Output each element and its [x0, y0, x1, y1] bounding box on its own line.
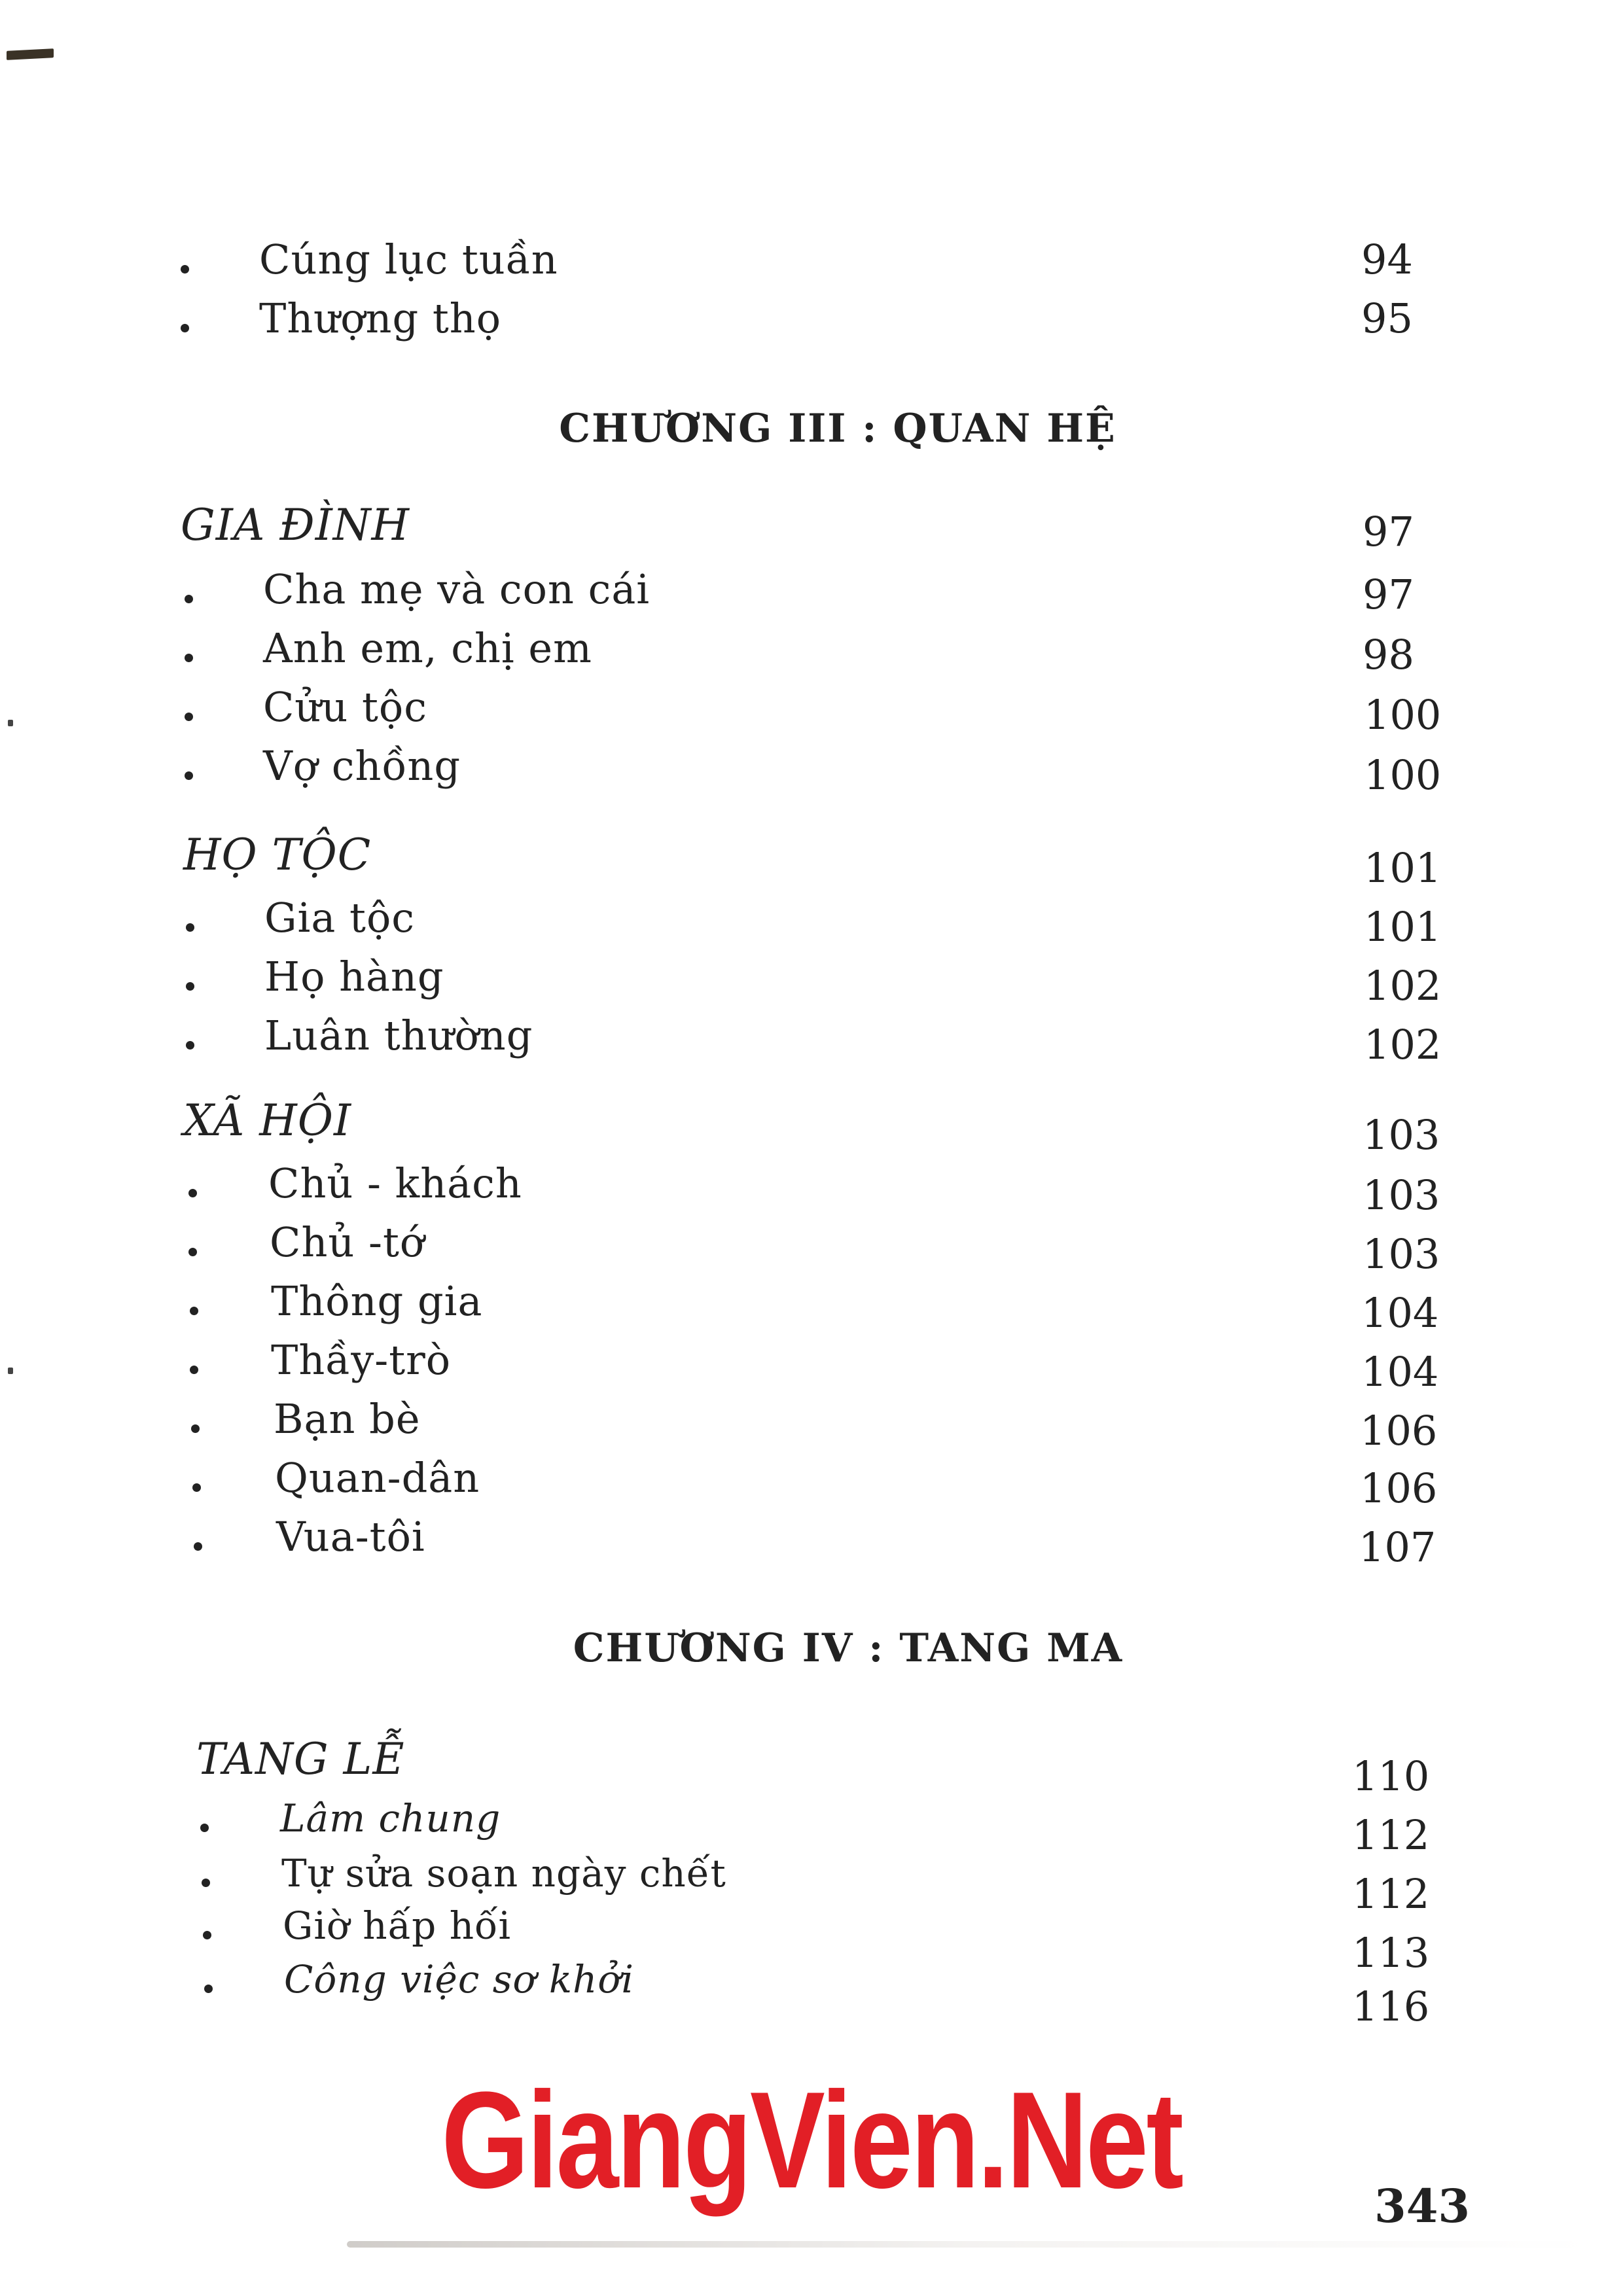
- toc-entry: [0, 889, 1623, 951]
- toc-entry-label: Quan-dân: [275, 1454, 480, 1502]
- toc-entry-label: Anh em, chị em: [263, 624, 592, 672]
- toc-entry-page: 101: [1364, 903, 1442, 951]
- toc-entry-page: 97: [1363, 571, 1414, 618]
- toc-entry-page: 98: [1363, 631, 1414, 679]
- toc-entry: [0, 1213, 1623, 1278]
- section-title: HỌ TỘC: [183, 830, 372, 880]
- toc-entry: [0, 1950, 1623, 2030]
- chapter-heading: CHƯƠNG III : QUAN HỆ: [559, 406, 1116, 451]
- chapter-heading: CHƯƠNG IV : TANG MA: [573, 1625, 1124, 1671]
- bullet-icon: [186, 982, 194, 991]
- toc-entry-page: 95: [1361, 294, 1413, 342]
- bullet-icon: [190, 1366, 198, 1374]
- toc-section-heading: [0, 1091, 1623, 1159]
- toc-entry-page: 106: [1360, 1407, 1438, 1455]
- bullet-icon: [181, 324, 189, 332]
- toc-entry-label: Lâm chung: [280, 1796, 501, 1841]
- toc-entry-page: 102: [1364, 1021, 1442, 1069]
- bullet-icon: [185, 654, 193, 662]
- toc-entry-label: Luân thường: [264, 1012, 533, 1059]
- toc-entry: [0, 1006, 1623, 1069]
- toc-entry-page: 103: [1363, 1230, 1440, 1278]
- bullet-icon: [190, 1307, 198, 1315]
- toc-entry-label: Cửu tộc: [263, 683, 427, 731]
- toc-entry: [0, 737, 1623, 799]
- toc-entry: [0, 1896, 1623, 1977]
- toc-entry: [0, 1789, 1623, 1859]
- bullet-icon: [194, 1542, 202, 1551]
- toc-entry-label: Tự sửa soạn ngày chết: [281, 1851, 726, 1896]
- toc-entry-label: Thông gia: [271, 1277, 483, 1325]
- section-page: 103: [1363, 1111, 1440, 1159]
- toc-entry-label: Cha mẹ và con cái: [263, 565, 651, 613]
- watermark: GiangVien.Net: [441, 2063, 1182, 2217]
- bullet-icon: [191, 1424, 200, 1433]
- toc-entry-page: 104: [1361, 1348, 1439, 1396]
- bullet-icon: [185, 713, 193, 721]
- toc-entry-page: 106: [1360, 1464, 1438, 1512]
- toc-entry-page: 113: [1352, 1929, 1430, 1977]
- bullet-icon: [204, 1985, 213, 1993]
- bullet-icon: [181, 265, 189, 274]
- toc-entry: [0, 230, 1623, 289]
- bullet-icon: [188, 1248, 197, 1256]
- bullet-icon: [186, 1041, 194, 1050]
- toc-entry-page: 104: [1361, 1289, 1439, 1337]
- section-page: 97: [1363, 508, 1414, 556]
- toc-entry-label: Vua-tôi: [276, 1513, 425, 1561]
- toc-entry: [0, 1449, 1623, 1512]
- toc-entry-label: Gia tộc: [264, 894, 415, 942]
- section-title: TANG LỄ: [196, 1734, 405, 1784]
- toc-entry-label: Thượng thọ: [259, 294, 502, 342]
- toc-entry-page: 102: [1364, 962, 1442, 1010]
- toc-entry-label: Chủ -tớ: [270, 1218, 425, 1266]
- toc-entry: [0, 619, 1623, 678]
- bullet-icon: [203, 1931, 211, 1939]
- bullet-icon: [188, 1189, 197, 1197]
- toc-entry: [0, 947, 1623, 1010]
- toc-entry-page: 94: [1361, 236, 1413, 283]
- scan-edge-mark: [7, 48, 54, 60]
- toc-entry-label: Công việc sơ khởi: [284, 1957, 634, 2002]
- toc-section-heading: [0, 826, 1623, 892]
- section-page: 101: [1364, 844, 1442, 892]
- toc-entry-page: 112: [1352, 1870, 1430, 1918]
- bullet-icon: [200, 1824, 209, 1832]
- toc-entry-page: 100: [1364, 691, 1442, 739]
- toc-entry-page: 107: [1359, 1523, 1436, 1571]
- bullet-icon: [186, 923, 194, 932]
- toc-entry: [0, 1154, 1623, 1219]
- scan-shadow: [347, 2241, 1590, 2248]
- toc-entry-label: Chủ - khách: [268, 1159, 522, 1207]
- section-title: GIA ĐÌNH: [181, 500, 410, 550]
- toc-entry-page: 116: [1352, 1983, 1430, 2030]
- bullet-icon: [185, 595, 193, 603]
- section-page: 110: [1352, 1752, 1430, 1800]
- toc-entry: [0, 1844, 1623, 1918]
- toc-entry-label: Vợ chồng: [263, 742, 461, 790]
- toc-entry: [0, 1331, 1623, 1396]
- toc-entry: [0, 678, 1623, 737]
- toc-entry-page: 100: [1364, 751, 1442, 799]
- toc-entry-label: Giờ hấp hối: [283, 1903, 512, 1948]
- bullet-icon: [202, 1879, 210, 1887]
- toc-entry: [0, 1272, 1623, 1337]
- toc-entry-label: Thầy-trò: [271, 1336, 452, 1384]
- bullet-icon: [192, 1483, 201, 1492]
- bullet-icon: [185, 771, 193, 780]
- toc-section-heading: [0, 496, 1623, 555]
- toc-entry-label: Bạn bè: [274, 1395, 421, 1443]
- section-title: XÃ HỘI: [183, 1095, 352, 1146]
- toc-section-heading: [0, 1730, 1623, 1800]
- toc-entry: [0, 1508, 1623, 1571]
- toc-entry-page: 112: [1352, 1811, 1430, 1859]
- toc-entry-label: Họ hàng: [264, 953, 444, 1000]
- toc-entry: [0, 560, 1623, 619]
- toc-entry: [0, 1390, 1623, 1455]
- toc-entry-page: 103: [1363, 1171, 1440, 1219]
- toc-entry: [0, 289, 1623, 348]
- toc-entry-label: Cúng lục tuần: [259, 236, 558, 283]
- page-number: 343: [1374, 2179, 1471, 2233]
